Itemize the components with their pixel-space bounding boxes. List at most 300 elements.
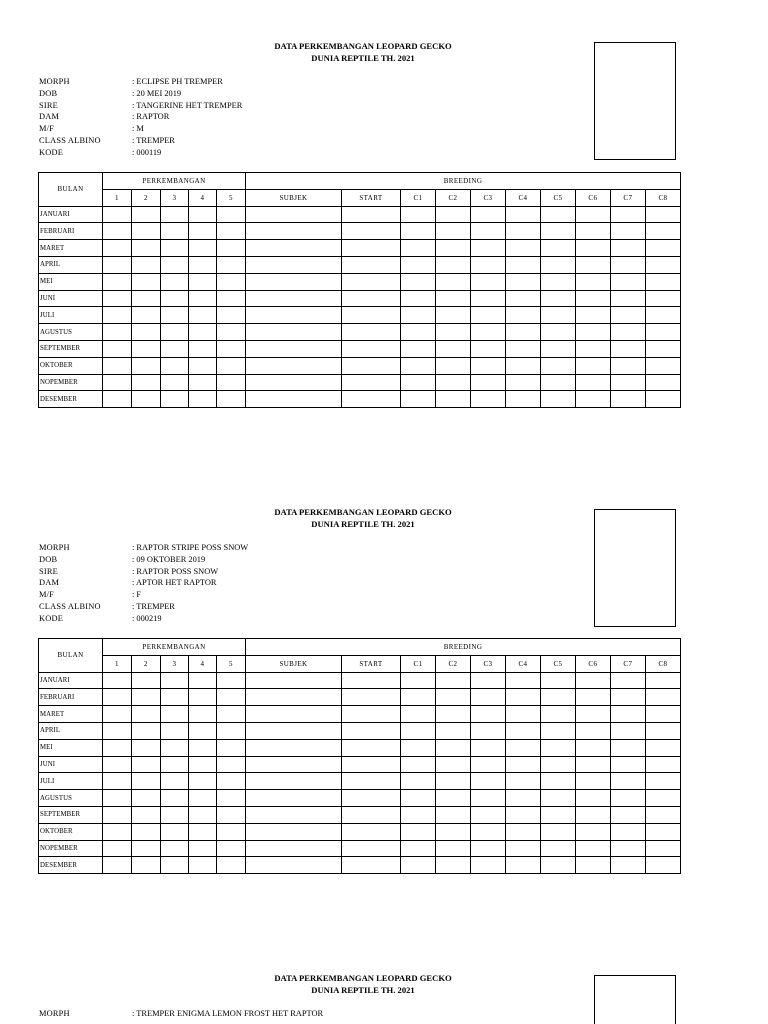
empty-cell[interactable]: [132, 672, 161, 689]
empty-cell[interactable]: [610, 689, 645, 706]
empty-cell[interactable]: [505, 672, 540, 689]
empty-cell[interactable]: [160, 340, 188, 357]
empty-cell[interactable]: [216, 206, 245, 223]
empty-cell[interactable]: [575, 340, 610, 357]
empty-cell[interactable]: [401, 806, 436, 823]
empty-cell[interactable]: [470, 739, 505, 756]
empty-cell[interactable]: [245, 307, 341, 324]
empty-cell[interactable]: [435, 206, 470, 223]
empty-cell[interactable]: [103, 773, 132, 790]
empty-cell[interactable]: [245, 722, 341, 739]
empty-cell[interactable]: [188, 240, 216, 257]
empty-cell[interactable]: [216, 324, 245, 341]
empty-cell[interactable]: [216, 722, 245, 739]
empty-cell[interactable]: [470, 790, 505, 807]
empty-cell[interactable]: [132, 256, 161, 273]
empty-cell[interactable]: [470, 689, 505, 706]
empty-cell[interactable]: [160, 273, 188, 290]
empty-cell[interactable]: [341, 391, 400, 408]
empty-cell[interactable]: [435, 240, 470, 257]
empty-cell[interactable]: [435, 689, 470, 706]
empty-cell[interactable]: [435, 857, 470, 874]
empty-cell[interactable]: [470, 240, 505, 257]
empty-cell[interactable]: [103, 357, 132, 374]
empty-cell[interactable]: [505, 223, 540, 240]
empty-cell[interactable]: [435, 756, 470, 773]
empty-cell[interactable]: [245, 256, 341, 273]
empty-cell[interactable]: [470, 840, 505, 857]
empty-cell[interactable]: [610, 340, 645, 357]
empty-cell[interactable]: [216, 340, 245, 357]
empty-cell[interactable]: [341, 706, 400, 723]
empty-cell[interactable]: [245, 672, 341, 689]
empty-cell[interactable]: [505, 823, 540, 840]
empty-cell[interactable]: [160, 756, 188, 773]
empty-cell[interactable]: [160, 773, 188, 790]
empty-cell[interactable]: [575, 273, 610, 290]
empty-cell[interactable]: [470, 340, 505, 357]
empty-cell[interactable]: [610, 790, 645, 807]
empty-cell[interactable]: [505, 722, 540, 739]
empty-cell[interactable]: [103, 823, 132, 840]
empty-cell[interactable]: [216, 374, 245, 391]
empty-cell[interactable]: [160, 223, 188, 240]
empty-cell[interactable]: [341, 857, 400, 874]
empty-cell[interactable]: [540, 857, 575, 874]
empty-cell[interactable]: [245, 840, 341, 857]
empty-cell[interactable]: [610, 223, 645, 240]
empty-cell[interactable]: [540, 689, 575, 706]
empty-cell[interactable]: [103, 290, 132, 307]
empty-cell[interactable]: [188, 823, 216, 840]
empty-cell[interactable]: [401, 857, 436, 874]
empty-cell[interactable]: [188, 773, 216, 790]
empty-cell[interactable]: [188, 256, 216, 273]
empty-cell[interactable]: [575, 324, 610, 341]
empty-cell[interactable]: [401, 756, 436, 773]
empty-cell[interactable]: [132, 840, 161, 857]
empty-cell[interactable]: [132, 391, 161, 408]
empty-cell[interactable]: [216, 307, 245, 324]
empty-cell[interactable]: [160, 256, 188, 273]
empty-cell[interactable]: [610, 840, 645, 857]
empty-cell[interactable]: [245, 240, 341, 257]
empty-cell[interactable]: [160, 722, 188, 739]
empty-cell[interactable]: [505, 240, 540, 257]
empty-cell[interactable]: [188, 206, 216, 223]
empty-cell[interactable]: [470, 374, 505, 391]
empty-cell[interactable]: [540, 739, 575, 756]
empty-cell[interactable]: [103, 706, 132, 723]
empty-cell[interactable]: [645, 790, 680, 807]
empty-cell[interactable]: [575, 739, 610, 756]
empty-cell[interactable]: [610, 706, 645, 723]
empty-cell[interactable]: [132, 689, 161, 706]
empty-cell[interactable]: [610, 739, 645, 756]
empty-cell[interactable]: [575, 840, 610, 857]
empty-cell[interactable]: [245, 290, 341, 307]
empty-cell[interactable]: [470, 806, 505, 823]
empty-cell[interactable]: [540, 790, 575, 807]
empty-cell[interactable]: [435, 340, 470, 357]
empty-cell[interactable]: [216, 756, 245, 773]
empty-cell[interactable]: [470, 290, 505, 307]
empty-cell[interactable]: [160, 823, 188, 840]
empty-cell[interactable]: [132, 756, 161, 773]
empty-cell[interactable]: [435, 256, 470, 273]
empty-cell[interactable]: [470, 324, 505, 341]
empty-cell[interactable]: [216, 290, 245, 307]
empty-cell[interactable]: [470, 672, 505, 689]
empty-cell[interactable]: [401, 706, 436, 723]
empty-cell[interactable]: [505, 840, 540, 857]
empty-cell[interactable]: [188, 689, 216, 706]
empty-cell[interactable]: [245, 206, 341, 223]
empty-cell[interactable]: [401, 290, 436, 307]
empty-cell[interactable]: [160, 706, 188, 723]
empty-cell[interactable]: [470, 256, 505, 273]
empty-cell[interactable]: [216, 689, 245, 706]
empty-cell[interactable]: [401, 374, 436, 391]
empty-cell[interactable]: [575, 672, 610, 689]
empty-cell[interactable]: [245, 374, 341, 391]
empty-cell[interactable]: [575, 240, 610, 257]
empty-cell[interactable]: [132, 240, 161, 257]
empty-cell[interactable]: [645, 374, 680, 391]
empty-cell[interactable]: [575, 374, 610, 391]
empty-cell[interactable]: [505, 307, 540, 324]
empty-cell[interactable]: [470, 206, 505, 223]
empty-cell[interactable]: [245, 790, 341, 807]
empty-cell[interactable]: [160, 240, 188, 257]
empty-cell[interactable]: [505, 357, 540, 374]
empty-cell[interactable]: [245, 773, 341, 790]
empty-cell[interactable]: [188, 374, 216, 391]
empty-cell[interactable]: [103, 790, 132, 807]
empty-cell[interactable]: [470, 357, 505, 374]
empty-cell[interactable]: [216, 840, 245, 857]
empty-cell[interactable]: [435, 806, 470, 823]
empty-cell[interactable]: [160, 790, 188, 807]
empty-cell[interactable]: [435, 823, 470, 840]
empty-cell[interactable]: [341, 689, 400, 706]
empty-cell[interactable]: [341, 273, 400, 290]
empty-cell[interactable]: [645, 840, 680, 857]
empty-cell[interactable]: [245, 223, 341, 240]
empty-cell[interactable]: [540, 756, 575, 773]
empty-cell[interactable]: [540, 672, 575, 689]
empty-cell[interactable]: [160, 391, 188, 408]
empty-cell[interactable]: [245, 357, 341, 374]
empty-cell[interactable]: [575, 823, 610, 840]
empty-cell[interactable]: [245, 273, 341, 290]
empty-cell[interactable]: [575, 773, 610, 790]
empty-cell[interactable]: [610, 240, 645, 257]
empty-cell[interactable]: [575, 357, 610, 374]
empty-cell[interactable]: [540, 273, 575, 290]
empty-cell[interactable]: [470, 722, 505, 739]
empty-cell[interactable]: [645, 256, 680, 273]
empty-cell[interactable]: [341, 290, 400, 307]
empty-cell[interactable]: [132, 806, 161, 823]
empty-cell[interactable]: [216, 806, 245, 823]
empty-cell[interactable]: [245, 706, 341, 723]
empty-cell[interactable]: [341, 722, 400, 739]
empty-cell[interactable]: [103, 672, 132, 689]
empty-cell[interactable]: [435, 273, 470, 290]
empty-cell[interactable]: [132, 706, 161, 723]
empty-cell[interactable]: [645, 806, 680, 823]
empty-cell[interactable]: [160, 857, 188, 874]
empty-cell[interactable]: [505, 340, 540, 357]
empty-cell[interactable]: [470, 273, 505, 290]
empty-cell[interactable]: [540, 773, 575, 790]
empty-cell[interactable]: [160, 672, 188, 689]
empty-cell[interactable]: [188, 357, 216, 374]
empty-cell[interactable]: [216, 739, 245, 756]
empty-cell[interactable]: [401, 790, 436, 807]
empty-cell[interactable]: [216, 773, 245, 790]
empty-cell[interactable]: [103, 273, 132, 290]
empty-cell[interactable]: [160, 739, 188, 756]
empty-cell[interactable]: [505, 324, 540, 341]
empty-cell[interactable]: [341, 256, 400, 273]
empty-cell[interactable]: [435, 223, 470, 240]
empty-cell[interactable]: [160, 324, 188, 341]
empty-cell[interactable]: [132, 340, 161, 357]
empty-cell[interactable]: [575, 722, 610, 739]
empty-cell[interactable]: [132, 773, 161, 790]
empty-cell[interactable]: [540, 256, 575, 273]
empty-cell[interactable]: [103, 857, 132, 874]
empty-cell[interactable]: [341, 374, 400, 391]
empty-cell[interactable]: [645, 290, 680, 307]
empty-cell[interactable]: [505, 739, 540, 756]
empty-cell[interactable]: [160, 689, 188, 706]
empty-cell[interactable]: [341, 672, 400, 689]
empty-cell[interactable]: [103, 374, 132, 391]
empty-cell[interactable]: [132, 307, 161, 324]
empty-cell[interactable]: [341, 340, 400, 357]
empty-cell[interactable]: [645, 273, 680, 290]
empty-cell[interactable]: [645, 340, 680, 357]
empty-cell[interactable]: [575, 290, 610, 307]
empty-cell[interactable]: [132, 357, 161, 374]
empty-cell[interactable]: [401, 773, 436, 790]
empty-cell[interactable]: [401, 340, 436, 357]
empty-cell[interactable]: [188, 790, 216, 807]
empty-cell[interactable]: [540, 840, 575, 857]
empty-cell[interactable]: [540, 706, 575, 723]
empty-cell[interactable]: [401, 739, 436, 756]
empty-cell[interactable]: [540, 223, 575, 240]
empty-cell[interactable]: [505, 256, 540, 273]
empty-cell[interactable]: [540, 823, 575, 840]
empty-cell[interactable]: [103, 689, 132, 706]
empty-cell[interactable]: [216, 357, 245, 374]
empty-cell[interactable]: [435, 324, 470, 341]
empty-cell[interactable]: [610, 206, 645, 223]
empty-cell[interactable]: [188, 706, 216, 723]
empty-cell[interactable]: [188, 307, 216, 324]
empty-cell[interactable]: [341, 357, 400, 374]
empty-cell[interactable]: [435, 672, 470, 689]
empty-cell[interactable]: [505, 773, 540, 790]
empty-cell[interactable]: [103, 340, 132, 357]
empty-cell[interactable]: [245, 756, 341, 773]
empty-cell[interactable]: [160, 307, 188, 324]
empty-cell[interactable]: [216, 706, 245, 723]
empty-cell[interactable]: [435, 706, 470, 723]
empty-cell[interactable]: [132, 223, 161, 240]
empty-cell[interactable]: [341, 790, 400, 807]
empty-cell[interactable]: [575, 223, 610, 240]
empty-cell[interactable]: [401, 823, 436, 840]
empty-cell[interactable]: [540, 324, 575, 341]
empty-cell[interactable]: [216, 256, 245, 273]
empty-cell[interactable]: [103, 806, 132, 823]
empty-cell[interactable]: [645, 689, 680, 706]
empty-cell[interactable]: [103, 223, 132, 240]
empty-cell[interactable]: [505, 756, 540, 773]
empty-cell[interactable]: [505, 206, 540, 223]
empty-cell[interactable]: [401, 357, 436, 374]
empty-cell[interactable]: [505, 857, 540, 874]
empty-cell[interactable]: [645, 324, 680, 341]
empty-cell[interactable]: [540, 307, 575, 324]
empty-cell[interactable]: [160, 290, 188, 307]
empty-cell[interactable]: [188, 857, 216, 874]
empty-cell[interactable]: [341, 823, 400, 840]
empty-cell[interactable]: [188, 739, 216, 756]
empty-cell[interactable]: [610, 273, 645, 290]
empty-cell[interactable]: [188, 324, 216, 341]
empty-cell[interactable]: [245, 739, 341, 756]
empty-cell[interactable]: [132, 823, 161, 840]
empty-cell[interactable]: [188, 391, 216, 408]
empty-cell[interactable]: [132, 790, 161, 807]
empty-cell[interactable]: [245, 857, 341, 874]
empty-cell[interactable]: [341, 324, 400, 341]
empty-cell[interactable]: [160, 374, 188, 391]
empty-cell[interactable]: [103, 756, 132, 773]
empty-cell[interactable]: [645, 307, 680, 324]
empty-cell[interactable]: [645, 672, 680, 689]
empty-cell[interactable]: [470, 223, 505, 240]
empty-cell[interactable]: [610, 307, 645, 324]
empty-cell[interactable]: [435, 739, 470, 756]
empty-cell[interactable]: [401, 240, 436, 257]
empty-cell[interactable]: [645, 773, 680, 790]
empty-cell[interactable]: [341, 806, 400, 823]
empty-cell[interactable]: [103, 391, 132, 408]
empty-cell[interactable]: [645, 756, 680, 773]
empty-cell[interactable]: [435, 290, 470, 307]
empty-cell[interactable]: [216, 273, 245, 290]
empty-cell[interactable]: [132, 290, 161, 307]
empty-cell[interactable]: [132, 722, 161, 739]
empty-cell[interactable]: [435, 391, 470, 408]
empty-cell[interactable]: [575, 706, 610, 723]
empty-cell[interactable]: [132, 324, 161, 341]
empty-cell[interactable]: [575, 756, 610, 773]
empty-cell[interactable]: [341, 223, 400, 240]
empty-cell[interactable]: [103, 240, 132, 257]
empty-cell[interactable]: [470, 773, 505, 790]
empty-cell[interactable]: [216, 672, 245, 689]
empty-cell[interactable]: [160, 840, 188, 857]
empty-cell[interactable]: [216, 790, 245, 807]
empty-cell[interactable]: [645, 706, 680, 723]
empty-cell[interactable]: [245, 391, 341, 408]
empty-cell[interactable]: [645, 206, 680, 223]
empty-cell[interactable]: [435, 374, 470, 391]
empty-cell[interactable]: [103, 206, 132, 223]
empty-cell[interactable]: [575, 790, 610, 807]
empty-cell[interactable]: [103, 739, 132, 756]
empty-cell[interactable]: [610, 256, 645, 273]
empty-cell[interactable]: [505, 391, 540, 408]
empty-cell[interactable]: [245, 324, 341, 341]
empty-cell[interactable]: [103, 722, 132, 739]
empty-cell[interactable]: [540, 722, 575, 739]
empty-cell[interactable]: [575, 307, 610, 324]
empty-cell[interactable]: [103, 256, 132, 273]
empty-cell[interactable]: [645, 223, 680, 240]
empty-cell[interactable]: [401, 307, 436, 324]
empty-cell[interactable]: [505, 374, 540, 391]
empty-cell[interactable]: [435, 307, 470, 324]
empty-cell[interactable]: [401, 672, 436, 689]
empty-cell[interactable]: [505, 689, 540, 706]
empty-cell[interactable]: [435, 840, 470, 857]
empty-cell[interactable]: [470, 756, 505, 773]
empty-cell[interactable]: [401, 840, 436, 857]
empty-cell[interactable]: [341, 739, 400, 756]
empty-cell[interactable]: [540, 806, 575, 823]
empty-cell[interactable]: [216, 391, 245, 408]
empty-cell[interactable]: [401, 324, 436, 341]
empty-cell[interactable]: [610, 357, 645, 374]
empty-cell[interactable]: [435, 773, 470, 790]
empty-cell[interactable]: [132, 273, 161, 290]
empty-cell[interactable]: [160, 206, 188, 223]
empty-cell[interactable]: [132, 206, 161, 223]
empty-cell[interactable]: [401, 722, 436, 739]
empty-cell[interactable]: [435, 722, 470, 739]
empty-cell[interactable]: [216, 240, 245, 257]
empty-cell[interactable]: [401, 689, 436, 706]
empty-cell[interactable]: [401, 223, 436, 240]
empty-cell[interactable]: [540, 240, 575, 257]
empty-cell[interactable]: [435, 357, 470, 374]
empty-cell[interactable]: [645, 722, 680, 739]
empty-cell[interactable]: [610, 806, 645, 823]
empty-cell[interactable]: [188, 672, 216, 689]
empty-cell[interactable]: [160, 357, 188, 374]
empty-cell[interactable]: [160, 806, 188, 823]
empty-cell[interactable]: [610, 857, 645, 874]
empty-cell[interactable]: [216, 823, 245, 840]
empty-cell[interactable]: [188, 273, 216, 290]
empty-cell[interactable]: [575, 689, 610, 706]
empty-cell[interactable]: [575, 256, 610, 273]
empty-cell[interactable]: [132, 739, 161, 756]
empty-cell[interactable]: [188, 840, 216, 857]
empty-cell[interactable]: [245, 689, 341, 706]
empty-cell[interactable]: [132, 857, 161, 874]
empty-cell[interactable]: [470, 307, 505, 324]
